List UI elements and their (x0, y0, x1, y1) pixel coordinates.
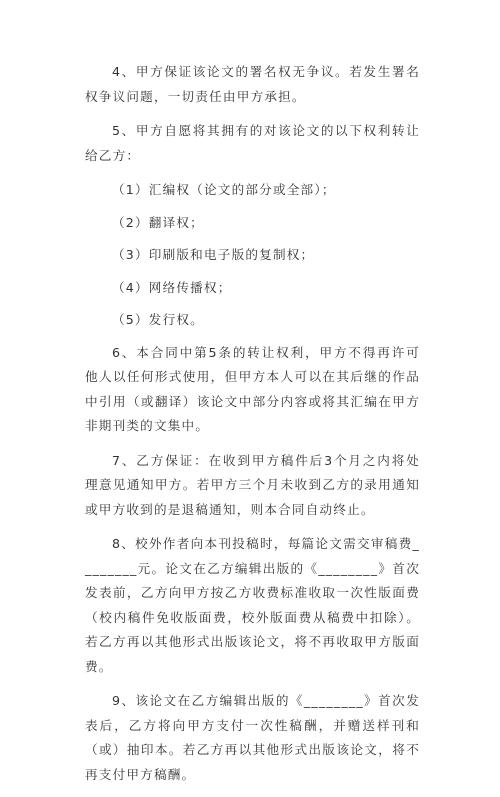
clause-5-item-2: （2）翻译权； (112, 214, 204, 230)
clause-6: 6、本合同中第5条的转让权利，甲方不得再许可他人以任何形式使用，但甲方本人可以在其后继的作品中引用（或翻译）该论文中部分内容或将其汇编在甲方非期刊类的文集中。 (85, 344, 420, 433)
clause-5: 5、甲方自愿将其拥有的对该论文的以下权利转让给乙方： (85, 123, 420, 163)
clause-5-item-4: （4）网络传播权； (112, 279, 232, 295)
clause-5-item-1: （1）汇编权（论文的部分或全部）； (112, 182, 336, 197)
clause-8: 8、校外作者向本刊投稿时，每篇论文需交审稿费________元。论文在乙方编辑出版的《________》首次发表前，乙方向甲方按乙方收费标准收取一次性版面费（校内稿件免收版面费，校外版面费从稿费中扣除）。若乙方再以其他形式出版该论文，将不再收取甲方版面费。 (85, 536, 420, 674)
clause-7: 7、乙方保证：在收到甲方稿件后3个月之内将处理意见通知甲方。若甲方三个月未收到乙方的录用通知或甲方收到的是退稿通知，则本合同自动终止。 (85, 452, 420, 517)
clause-9: 9、该论文在乙方编辑出版的《________》首次发表后，乙方将向甲方支付一次性稿酬，并赠送样刊和（或）抽印本。若乙方再以其他形式出版该论文，将不再支付甲方稿酬。 (85, 693, 420, 782)
clause-5-item-5: （5）发行权。 (112, 312, 204, 327)
clause-4: 4、甲方保证该论文的署名权无争议。若发生署名权争议问题，一切责任由甲方承担。 (85, 64, 420, 104)
contract-body (85, 60, 420, 797)
clause-5-item-3: （3）印刷版和电子版的复制权； (112, 247, 315, 262)
